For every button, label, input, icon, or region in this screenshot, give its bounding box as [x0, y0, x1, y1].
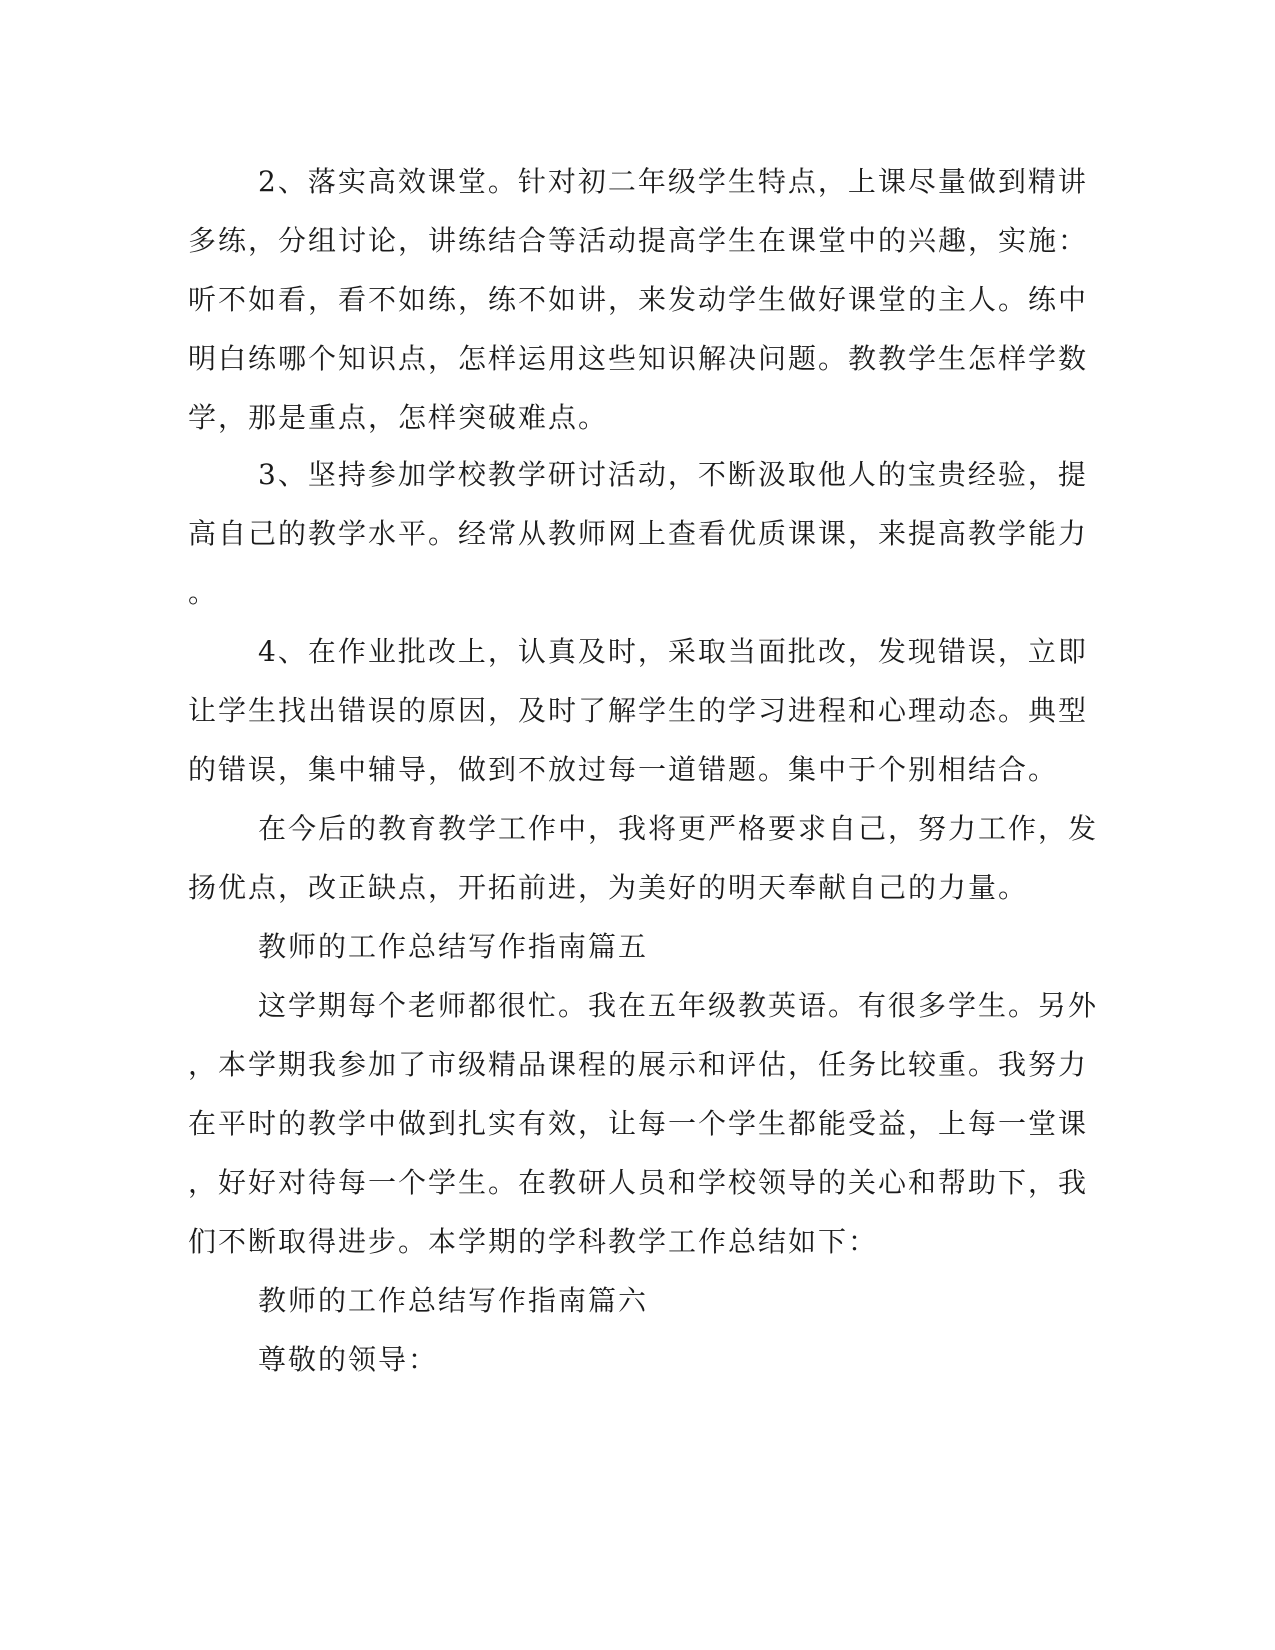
paragraph-2-line-4: 明白练哪个知识点，怎样运用这些知识解决问题。教教学生怎样学数 — [188, 342, 1089, 375]
paragraph-2-line-1: 2、落实高效课堂。针对初二年级学生特点，上课尽量做到精讲 — [258, 165, 1088, 198]
paragraph-3-line-3: 。 — [188, 576, 219, 609]
paragraph-3-line-2: 高自己的教学水平。经常从教师网上查看优质课课，来提高教学能力 — [188, 517, 1089, 550]
paragraph-2-line-3: 听不如看，看不如练，练不如讲，来发动学生做好课堂的主人。练中 — [188, 283, 1089, 316]
section-heading-5: 教师的工作总结写作指南篇五 — [258, 930, 649, 963]
section-heading-6: 教师的工作总结写作指南篇六 — [258, 1284, 649, 1317]
closing-paragraph-line-2: 扬优点，改正缺点，开拓前进，为美好的明天奉献自己的力量。 — [188, 871, 1029, 904]
paragraph-3-line-1: 3、坚持参加学校教学研讨活动，不断汲取他人的宝贵经验，提 — [258, 458, 1088, 491]
paragraph-4-line-1: 4、在作业批改上，认真及时，采取当面批改，发现错误，立即 — [258, 635, 1088, 668]
section-5-line-5: 们不断取得进步。本学期的学科教学工作总结如下： — [188, 1225, 879, 1258]
paragraph-2-line-2: 多练，分组讨论，讲练结合等活动提高学生在课堂中的兴趣，实施： — [188, 224, 1089, 257]
paragraph-4-line-3: 的错误，集中辅导，做到不放过每一道错题。集中于个别相结合。 — [188, 753, 1059, 786]
paragraph-2-line-5: 学，那是重点，怎样突破难点。 — [188, 401, 609, 434]
closing-paragraph-line-1: 在今后的教育教学工作中，我将更严格要求自己，努力工作，发 — [258, 812, 1099, 845]
section-5-line-4: ，好好对待每一个学生。在教研人员和学校领导的关心和帮助下，我 — [188, 1166, 1089, 1199]
salutation: 尊敬的领导： — [258, 1343, 439, 1376]
section-5-line-2: ，本学期我参加了市级精品课程的展示和评估，任务比较重。我努力 — [188, 1048, 1089, 1081]
section-5-line-3: 在平时的教学中做到扎实有效，让每一个学生都能受益，上每一堂课 — [188, 1107, 1089, 1140]
section-5-line-1: 这学期每个老师都很忙。我在五年级教英语。有很多学生。另外 — [258, 989, 1099, 1022]
paragraph-4-line-2: 让学生找出错误的原因，及时了解学生的学习进程和心理动态。典型 — [188, 694, 1089, 727]
